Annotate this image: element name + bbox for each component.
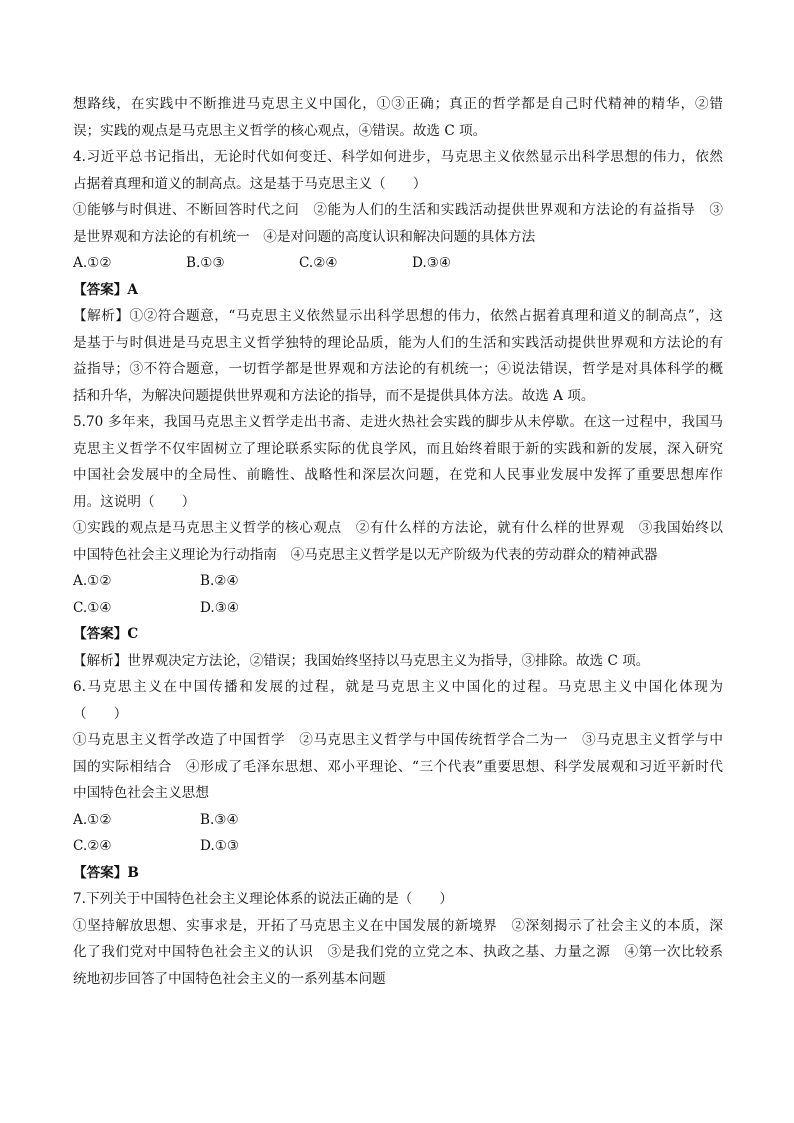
option-b: B.①③: [186, 255, 225, 271]
question-stem-line: 6.马克思主义在中国传播和发展的过程，就是马克思主义中国化的过程。马克思主义中国化体现为: [73, 679, 723, 695]
option-c: C.①④: [73, 599, 112, 616]
answer-label: 【答案】A: [73, 281, 138, 298]
option-d: D.③④: [412, 255, 452, 271]
page-content: [73, 91, 723, 992]
question-5: [73, 409, 723, 674]
question-stem-line: 中国社会发展中的全局性、前瞻性、战略性和深层次问题，在党和人民事业发展中发挥了重要思想库作: [73, 467, 723, 483]
statement-line: 国的实际相结合 ④形成了毛泽东思想、邓小平理论、“三个代表”重要思想、科学发展观和习近平新时代: [73, 758, 723, 775]
question-stem-line: （ ）: [73, 705, 128, 722]
option-a: A.①②: [73, 811, 112, 828]
statement-line: 统地初步回答了中国特色社会主义的一系列基本问题: [73, 970, 386, 987]
statement-line: 中国特色社会主义思想: [73, 785, 209, 801]
option-a: A.①②: [73, 255, 112, 271]
question-stem-line: 克思主义哲学不仅牢固树立了理论联系实际的优良学风，而且始终着眼于新的实践和新的发展，深入研究: [73, 440, 723, 457]
answer-label: 【答案】C: [73, 626, 139, 642]
statement-line: ①实践的观点是马克思主义哲学的核心观点 ②有什么样的方法论，就有什么样的世界观 ③我国始终以: [73, 520, 723, 536]
statement-line: 化了我们党对中国特色社会主义的认识 ③是我们党的立党之本、执政之基、力量之源 ④第一次比较系: [73, 944, 723, 960]
options-row: [73, 807, 723, 834]
option-d: D.①③: [200, 838, 240, 854]
question-4: [73, 144, 723, 409]
analysis-line: 【解析】世界观决定方法论，②错误；我国始终坚持以马克思主义为指导，③排除。故选 C 项。: [73, 652, 650, 669]
options-row: [73, 595, 723, 622]
option-c: C.②④: [299, 255, 338, 271]
analysis-line: 【解析】①②符合题意，“马克思主义依然显示出科学思想的伟力，依然占据着真理和道义的制高点”，这: [73, 308, 723, 324]
analysis-line: 益指导；③不符合题意，一切哲学都是世界观和方法论的有机统一；④说法错误，哲学是对具体科学的概: [73, 361, 723, 377]
option-c: C.②④: [73, 838, 112, 854]
answer-label: 【答案】B: [73, 864, 139, 881]
analysis-line: 是基于与时俱进是马克思主义哲学独特的理论品质，能为人们的生活和实践活动提供世界观和方法论的有: [73, 334, 723, 351]
option-d: D.③④: [200, 599, 240, 616]
question-stem-line: 用。这说明（ ）: [73, 493, 196, 510]
statement-line: ①坚持解放思想、实事求是，开拓了马克思主义在中国发展的新境界 ②深刻揭示了社会主义的本质，深: [73, 917, 723, 934]
question-stem-line: 7.下列关于中国特色社会主义理论体系的说法正确的是（ ）: [73, 891, 453, 907]
options-row: [73, 833, 723, 860]
option-a: A.①②: [73, 573, 112, 589]
question-6: [73, 674, 723, 886]
options-row: [73, 250, 723, 277]
text-line: 误；实践的观点是马克思主义哲学的核心观点，④错误。故选 C 项。: [73, 122, 487, 139]
question-stem-line: 4.习近平总书记指出，无论时代如何变迁、科学如何进步，马克思主义依然显示出科学思想的伟力，依然: [73, 149, 723, 165]
question-7: [73, 886, 723, 992]
statement-line: 中国特色社会主义理论为行动指南 ④马克思主义哲学是以无产阶级为代表的劳动群众的精神武器: [73, 546, 658, 563]
question-stem-line: 5.70 多年来，我国马克思主义哲学走出书斋、走进火热社会实践的脚步从未停歇。在这一过程中，我国马: [73, 414, 723, 430]
text-line: 想路线，在实践中不断推进马克思主义中国化，①③正确；真正的哲学都是自己时代精神的精华，②错: [73, 96, 723, 112]
option-b: B.②④: [200, 573, 239, 589]
statement-line: ①能够与时俱进、不断回答时代之问 ②能为人们的生活和实践活动提供世界观和方法论的有益指导 ③: [73, 202, 723, 218]
statement-line: ①马克思主义哲学改造了中国哲学 ②马克思主义哲学与中国传统哲学合二为一 ③马克思主义哲学与中: [73, 732, 723, 748]
analysis-line: 括和升华，为解决问题提供世界观和方法论的指导，而不是提供具体方法。故选 A 项。: [73, 387, 595, 404]
option-b: B.③④: [200, 811, 239, 828]
statement-line: 是世界观和方法论的有机统一 ④是对问题的高度认识和解决问题的具体方法: [73, 228, 536, 245]
question-stem-line: 占据着真理和道义的制高点。这是基于马克思主义（ ）: [73, 175, 427, 192]
options-row: [73, 568, 723, 595]
